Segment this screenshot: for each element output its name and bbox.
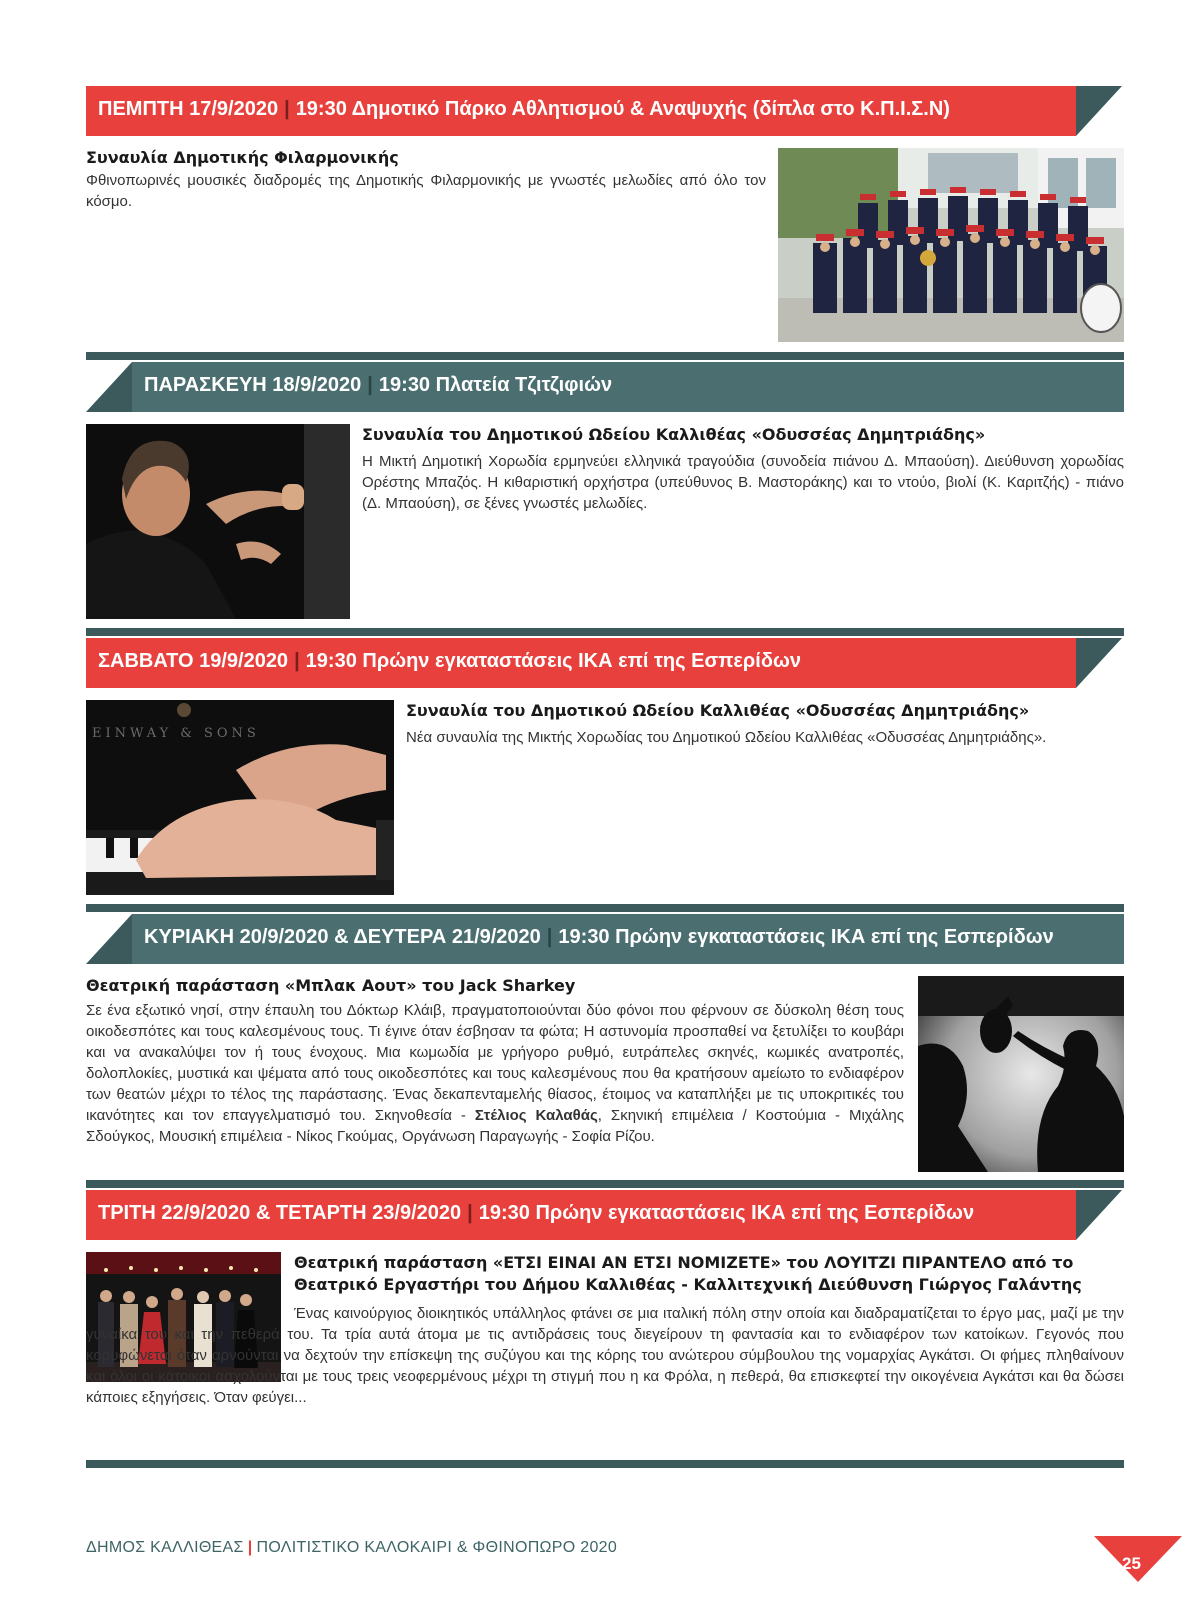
event-1-photo-philharmonic-band xyxy=(778,148,1124,342)
event-3-description: Νέα συναυλία της Μικτής Χορωδίας του Δημοτικού Ωδείου Καλλιθέας «Οδυσσέας Δημητριάδης». xyxy=(406,729,1047,746)
separator-bar: | xyxy=(467,1202,473,1224)
event-2-corner-triangle xyxy=(86,362,132,412)
event-4-header xyxy=(132,914,1124,964)
event-3-title: Συναυλία του Δημοτικού Ωδείου Καλλιθέας «Οδυσσέας Δημητριάδης» xyxy=(406,701,1030,720)
event-4-time-place: 19:30 Πρώην εγκαταστάσεις ΙΚΑ επί της Εσπερίδων xyxy=(558,926,1054,948)
footer-municipality: ΔΗΜΟΣ ΚΑΛΛΙΘΕΑΣ xyxy=(86,1539,244,1556)
event-5-title: Θεατρική παράσταση «ΕΤΣΙ ΕΙΝΑΙ ΑΝ ΕΤΣΙ ΝΟΜΙΖΕΤΕ» του ΛΟΥΙΤΖΙ ΠΙΡΑΝΤΕΛΟ από το Θεατρικό Εργαστήρι του Δήμου Καλλιθέας - Καλλιτεχνική Διεύθυνση Γιώργος Γαλάντης xyxy=(294,1253,1082,1294)
event-4-corner-triangle xyxy=(86,914,132,964)
separator-bar: | xyxy=(294,650,300,672)
divider-rule xyxy=(86,1180,1124,1188)
event-2-date: ΠΑΡΑΣΚΕΥΗ 18/9/2020 xyxy=(144,374,362,396)
event-3-date: ΣΑΒΒΑΤΟ 19/9/2020 xyxy=(98,650,289,672)
event-2-title: Συναυλία του Δημοτικού Ωδείου Καλλιθέας «Οδυσσέας Δημητριάδης» xyxy=(362,425,986,444)
event-1-description: Φθινοπωρινές μουσικές διαδρομές της Δημοτικής Φιλαρμονικής με γνωστές μελωδίες από όλο τον κόσμο. xyxy=(86,172,766,210)
event-1-title: Συναυλία Δημοτικής Φιλαρμονικής xyxy=(86,148,399,167)
event-2-time-place: 19:30 Πλατεία Τζιτζιφιών xyxy=(378,374,613,396)
divider-rule xyxy=(86,904,1124,912)
event-3-piano-brand: EINWAY & SONS xyxy=(92,726,260,741)
event-1-date: ΠΕΜΠΤΗ 17/9/2020 xyxy=(98,98,279,120)
event-1-time-place: 19:30 Δημοτικό Πάρκο Αθλητισμού & Αναψυχής (δίπλα στο Κ.Π.Ι.Σ.Ν) xyxy=(295,98,950,120)
divider-rule xyxy=(86,352,1124,360)
event-5-header xyxy=(86,1190,1076,1240)
event-2-header xyxy=(132,362,1124,412)
event-4-photo-silhouettes xyxy=(918,976,1124,1172)
footer-text xyxy=(86,1539,617,1557)
separator-bar: | xyxy=(367,374,373,396)
event-5-date: ΤΡΙΤΗ 22/9/2020 & ΤΕΤΑΡΤΗ 23/9/2020 xyxy=(98,1202,462,1224)
page-number: 25 xyxy=(1122,1554,1141,1573)
divider-rule xyxy=(86,1460,1124,1468)
event-2-description: Η Μικτή Δημοτική Χορωδία ερμηνεύει ελληνικά τραγούδια (συνοδεία πιάνου Δ. Μπαούση). Διεύθυνση χορωδίας Ορέστης Μπαζός. Η κιθαριστική ορχήστρα (υπεύθυνος Β. Μαστοράκης) και το ντούο, βιολί (Κ. Καριτζής) - πιάνο (Δ. Μπαούση), σε ξένες γνωστές μελωδίες. xyxy=(362,453,1124,512)
event-3-photo-piano-hands xyxy=(86,700,394,895)
event-4-date: ΚΥΡΙΑΚΗ 20/9/2020 & ΔΕΥΤΕΡΑ 21/9/2020 xyxy=(144,926,541,948)
event-5-description: Ένας καινούργιος διοικητικός υπάλληλος φτάνει σε μια ιταλική πόλη στην οποία και διαδραματίζεται το έργο μας, μαζί με την γυναίκα του και την πεθερά του. Τα τρία αυτά άτομα με τις αντιδράσεις τους διεγείρουν τη φαντασία και το ενδιαφέρον των κατοίκων. Γεγονός που κορυφώνεται όταν αρνούνται να δεχτούν την επίσκεψη της συζύγου και της κόρης του ανώτερου σύμβουλου της νομαρχίας Αγκάτσι. Οι φήμες πληθαίνουν και όλοι οι κάτοικοι ασχολούνται με τους τρεις νεοφερμένους μέχρι τη στιγμή που η κα Φρόλα, η πεθερά, θα επισκεφτεί την οικογένεια Αγκάτσι και θα δώσει κάποιες εξηγήσεις. Όταν φεύγει... xyxy=(86,1305,1124,1406)
event-4-title: Θεατρική παράσταση «Μπλακ Αουτ» του Jack Sharkey xyxy=(86,976,576,995)
footer-publication: ΠΟΛΙΤΙΣΤΙΚΟ ΚΑΛΟΚΑΙΡΙ & ΦΘΙΝΟΠΩΡΟ 2020 xyxy=(256,1539,618,1556)
event-4-description xyxy=(86,1000,904,1147)
separator-bar: | xyxy=(247,1539,253,1556)
event-3-time-place: 19:30 Πρώην εγκαταστάσεις ΙΚΑ επί της Εσπερίδων xyxy=(305,650,802,672)
event-1-corner-triangle xyxy=(1076,86,1122,136)
separator-bar: | xyxy=(546,926,553,948)
event-1-header xyxy=(86,86,1076,136)
event-4-description-part2: , Σκηνική επιμέλεια / Κοστούμια - Μιχάλης Σδούγκος, Μουσική επιμέλεια - Νίκος Γκούμας, Οργάνωση Παραγωγής - Σοφία Ρίζου. xyxy=(86,1107,904,1145)
event-5-corner-triangle xyxy=(1076,1190,1122,1240)
event-4-description-part1: Σε ένα εξωτικό νησί, στην έπαυλη του Δόκτωρ Κλάιβ, πραγματοποιούνται δύο φόνοι που φέρνουν σε δύσκολη θέση τους οικοδεσπότες και τους καλεσμένους τους. Τι έγινε όταν έσβησαν τα φώτα; Η αστυνομία προσπαθεί να ξετυλίξει το κουβάρι και να ανακαλύψει τον ή τους ένοχους. Μια κωμωδία με γρήγορο ρυθμό, ευτράπελες σκηνές, κωμικές ανατροπές, δολοπλοκίες, μυστικά και ψέματα από τους οικοδεσπότες και τους καλεσμένους που θα κρατήσουν αμείωτο το ενδιαφέρον των θεατών μέχρι το τέλος της παράστασης. Ένας δεκαπενταμελής θίασος, έτοιμος να καταπλήξει με τις υποκριτικές του ικανότητες και τον επαγγελματισμό του. Σκηνοθεσία - xyxy=(86,1002,904,1124)
event-2-photo-conductor xyxy=(86,424,350,619)
separator-bar: | xyxy=(284,98,290,120)
event-3-header xyxy=(86,638,1076,688)
event-5-time-place: 19:30 Πρώην εγκαταστάσεις ΙΚΑ επί της Εσπερίδων xyxy=(478,1202,975,1224)
event-3-corner-triangle xyxy=(1076,638,1122,688)
event-4-director: Στέλιος Καλαθάς xyxy=(474,1107,598,1124)
divider-rule xyxy=(86,628,1124,636)
